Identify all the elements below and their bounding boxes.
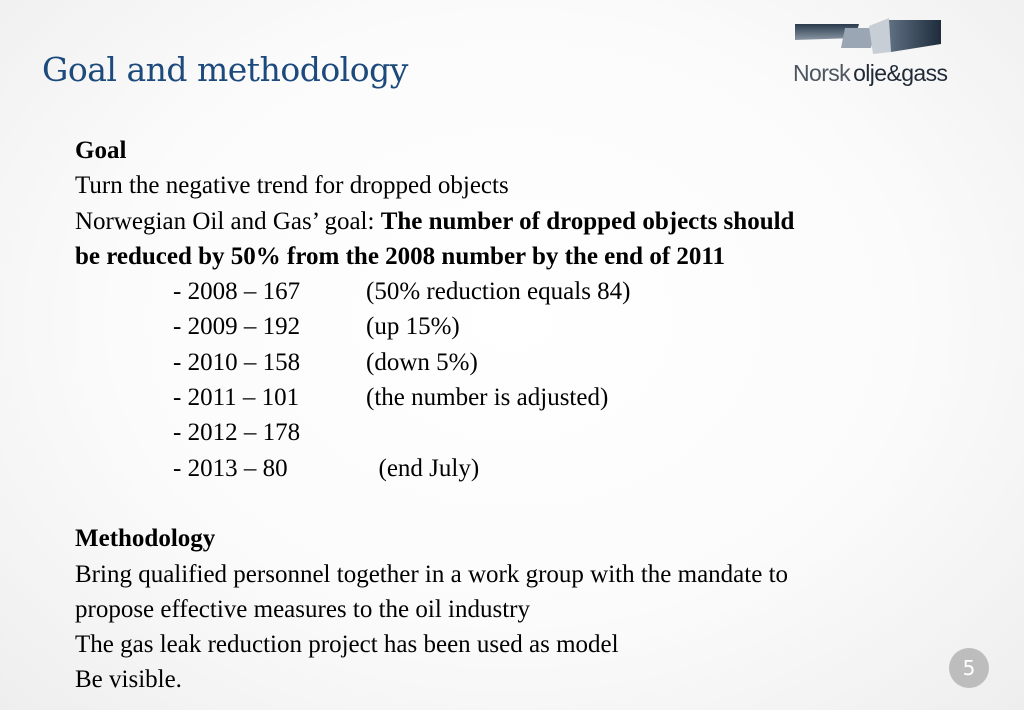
year-item [75,274,985,309]
methodology-line-1: Bring qualified personnel together in a work group with the mandate to [75,560,789,588]
methodology-heading: Methodology [75,525,216,553]
goal-line-2-prefix: Norwegian Oil and Gas’ goal: [75,207,381,235]
logo-text-norsk: Norsk [793,60,851,86]
slide-body [75,133,985,698]
goal-line-3: be reduced by 50% from the 2008 number by the end of 2011 [75,242,726,270]
goal-line-1: Turn the negative trend for dropped objects [75,172,509,200]
year-label: - 2008 – 167 [173,278,301,306]
year-note: (end July) [366,454,480,482]
year-note: (the number is adjusted) [366,384,609,412]
year-label: - 2009 – 192 [173,313,301,341]
year-note: (down 5%) [366,348,478,376]
year-label: - 2010 – 158 [173,348,301,376]
methodology-line-3: The gas leak reduction project has been used as model [75,631,619,659]
year-label: - 2013 – 80 [173,454,288,482]
year-note: (up 15%) [366,313,460,341]
section-spacer [75,486,985,521]
goal-heading: Goal [75,137,127,164]
year-label: - 2011 – 101 [173,384,300,412]
year-note: (50% reduction equals 84) [366,278,631,306]
logo-mark-icon [793,18,945,60]
slide-title: Goal and methodology [42,50,408,89]
year-item [75,451,985,486]
year-item [75,380,985,415]
logo-text-olje-gass: olje&gass [853,60,948,86]
year-item [75,415,985,450]
methodology-line-4: Be visible. [75,666,182,694]
page-number-badge: 5 [949,648,989,688]
logo-wordmark [793,60,947,87]
norsk-olje-gass-logo [793,18,963,86]
year-label: - 2012 – 178 [173,419,301,447]
goal-line-2 [75,204,985,239]
year-item [75,345,985,380]
year-item [75,309,985,344]
goal-line-2-bold: The number of dropped objects should [380,207,795,235]
methodology-line-2: propose effective measures to the oil industry [75,595,530,623]
